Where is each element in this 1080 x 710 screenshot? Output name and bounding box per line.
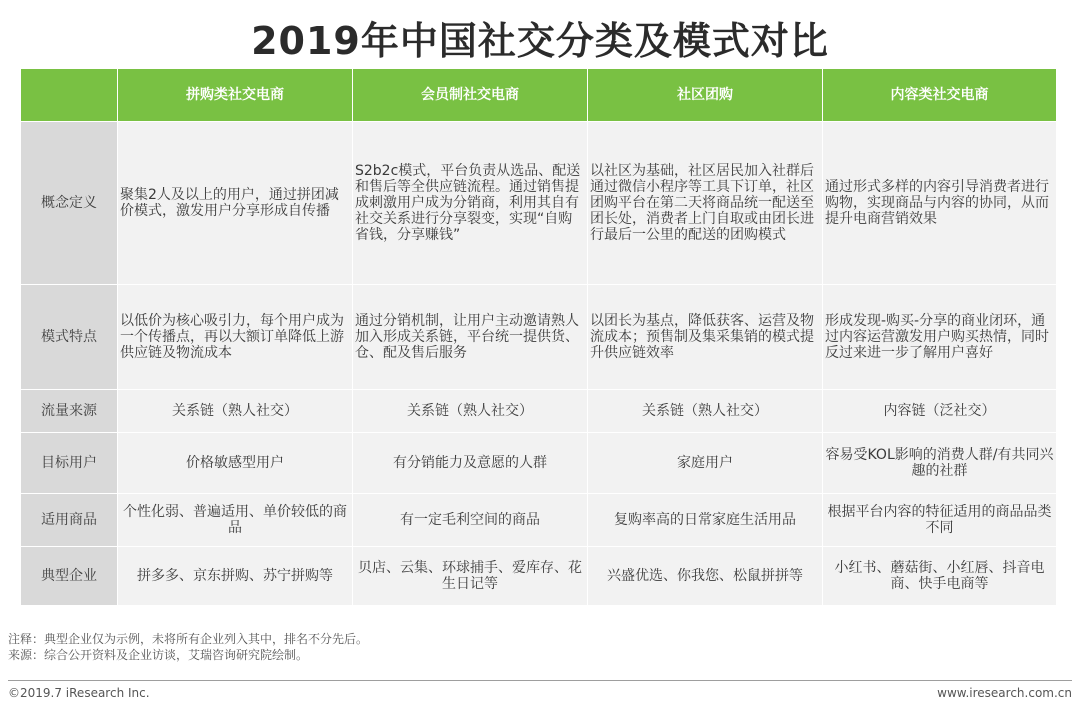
row-header: 流量来源 [21,390,118,433]
table-cell: 贝店、云集、环球捕手、爱库存、花生日记等 [353,547,588,606]
row-header: 概念定义 [21,122,118,285]
comparison-table [20,68,1057,606]
page-title: 2019年中国社交分类及模式对比 [251,19,829,63]
source-text: 来源：综合公开资料及企业访谈，艾瑞咨询研究院绘制。 [8,648,309,662]
row-header: 目标用户 [21,433,118,494]
header-content: 内容类社交电商 [823,69,1057,122]
table-cell: 通过分销机制，让用户主动邀请熟人加入形成关系链，平台统一提供货、仓、配及售后服务 [353,285,588,390]
table-cell: 以低价为核心吸引力，每个用户成为一个传播点，再以大额订单降低上游供应链及物流成本 [118,285,353,390]
notes [8,631,368,663]
table-cell: 形成发现-购买-分享的商业闭环，通过内容运营激发用户购买热情，同时反过来进一步了解用户喜好 [823,285,1057,390]
table-cell: 兴盛优选、你我您、松鼠拼拼等 [588,547,823,606]
table-cell: 个性化弱、普遍适用、单价较低的商品 [118,494,353,547]
table-row [21,494,1057,547]
table-cell: 以社区为基础，社区居民加入社群后通过微信小程序等工具下订单，社区团购平台在第二天将商品统一配送至团长处，消费者上门自取或由团长进行最后一公里的配送的团购模式 [588,122,823,285]
table-cell: S2b2c模式，平台负责从选品、配送和售后等全供应链流程。通过销售提成刺激用户成为分销商，利用其自有社交关系进行分享裂变，实现“自购省钱，分享赚钱” [353,122,588,285]
table-cell: 有一定毛利空间的商品 [353,494,588,547]
table-cell: 容易受KOL影响的消费人群/有共同兴趣的社群 [823,433,1057,494]
table-row [21,285,1057,390]
table-header-row [21,69,1057,122]
website-url: www.iresearch.com.cn [937,686,1072,700]
table-cell: 复购率高的日常家庭生活用品 [588,494,823,547]
table-cell: 小红书、蘑菇街、小红唇、抖音电商、快手电商等 [823,547,1057,606]
table-cell: 内容链（泛社交） [823,390,1057,433]
table-cell: 聚集2人及以上的用户，通过拼团减价模式，激发用户分享形成自传播 [118,122,353,285]
row-header: 模式特点 [21,285,118,390]
header-community: 社区团购 [588,69,823,122]
header-pingou: 拼购类社交电商 [118,69,353,122]
table-cell: 价格敏感型用户 [118,433,353,494]
table-cell: 以团长为基点，降低获客、运营及物流成本；预售制及集采集销的模式提升供应链效率 [588,285,823,390]
table-cell: 关系链（熟人社交） [353,390,588,433]
table-cell: 根据平台内容的特征适用的商品品类不同 [823,494,1057,547]
note-text: 注释：典型企业仅为示例，未将所有企业列入其中，排名不分先后。 [8,632,369,646]
footer-divider [8,680,1072,681]
copyright: ©2019.7 iResearch Inc. [8,686,150,700]
row-header: 适用商品 [21,494,118,547]
table-row [21,547,1057,606]
table-row [21,390,1057,433]
table-cell: 关系链（熟人社交） [118,390,353,433]
header-membership: 会员制社交电商 [353,69,588,122]
table-cell: 通过形式多样的内容引导消费者进行购物，实现商品与内容的协同，从而提升电商营销效果 [823,122,1057,285]
table-cell: 拼多多、京东拼购、苏宁拼购等 [118,547,353,606]
table-row [21,433,1057,494]
table-cell: 关系链（熟人社交） [588,390,823,433]
table-row [21,122,1057,285]
table-cell: 家庭用户 [588,433,823,494]
header-corner [21,69,118,122]
table-cell: 有分销能力及意愿的人群 [353,433,588,494]
row-header: 典型企业 [21,547,118,606]
